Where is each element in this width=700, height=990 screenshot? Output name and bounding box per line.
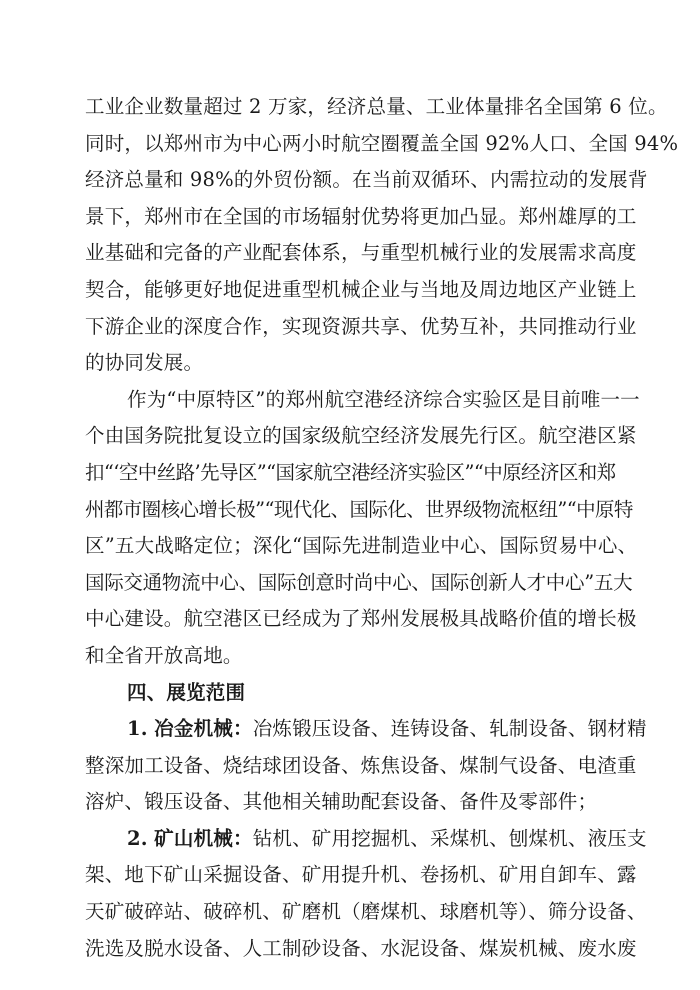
text-line: 同时，以郑州市为中心两小时航空圈覆盖全国 92%人口、全国 94% bbox=[85, 131, 679, 155]
text-line: 区”五大战略定位；深化“国际先进制造业中心、国际贸易中心、 bbox=[85, 534, 638, 558]
item-number: 1. bbox=[127, 717, 148, 741]
section-heading: 四、展览范围 bbox=[127, 680, 246, 704]
text-line: 天矿破碎站、破碎机、矿磨机（磨煤机、球磨机等）、筛分设备、 bbox=[85, 900, 647, 924]
text-line: 契合，能够更好地促进重型机械企业与当地及周边地区产业链上 bbox=[85, 277, 637, 301]
text-line: 作为“中原特区”的郑州航空港经济综合实验区是目前唯一一 bbox=[127, 387, 640, 411]
exhibit-item-metallurgy bbox=[85, 711, 647, 821]
text-line: 国际交通物流中心、国际创意时尚中心、国际创新人才中心”五大 bbox=[85, 570, 633, 594]
item-title: 冶金机械： bbox=[154, 717, 253, 741]
text-line bbox=[85, 711, 647, 748]
text-line: 扣“‘空中丝路’先导区”“国家航空港经济实验区”“中原经济区和郑 bbox=[85, 460, 616, 484]
text-line: 工业企业数量超过 2 万家，经济总量、工业体量排名全国第 6 位。 bbox=[85, 95, 668, 118]
paragraph-airport-zone bbox=[85, 382, 640, 675]
exhibit-item-mining bbox=[85, 821, 647, 967]
text-line: 洗选及脱水设备、人工制砂设备、水泥设备、煤炭机械、废水废 bbox=[85, 936, 637, 960]
document-page bbox=[85, 89, 679, 967]
item-number: 2. bbox=[127, 826, 148, 850]
text-line: 的协同发展。 bbox=[85, 351, 204, 375]
text-line: 整深加工设备、烧结球团设备、炼焦设备、煤制气设备、电渣重 bbox=[85, 753, 637, 777]
item-title: 矿山机械： bbox=[154, 826, 253, 850]
text-line: 个由国务院批复设立的国家级航空经济发展先行区。航空港区紧 bbox=[85, 424, 637, 448]
item-text: 冶炼锻压设备、连铸设备、轧制设备、钢材精 bbox=[252, 717, 647, 741]
text-line: 业基础和完备的产业配套体系，与重型机械行业的发展需求高度 bbox=[85, 241, 637, 265]
text-line: 溶炉、锻压设备、其他相关辅助配套设备、备件及零部件； bbox=[85, 790, 598, 814]
text-line bbox=[85, 821, 647, 858]
text-line: 和全省开放高地。 bbox=[85, 643, 243, 667]
text-line: 中心建设。航空港区已经成为了郑州发展极具战略价值的增长极 bbox=[85, 607, 637, 631]
item-text: 钻机、矿用挖掘机、采煤机、刨煤机、液压支 bbox=[252, 826, 647, 850]
text-line: 经济总量和 98%的外贸份额。在当前双循环、内需拉动的发展背 bbox=[85, 168, 648, 192]
text-line: 架、地下矿山采掘设备、矿用提升机、卷扬机、矿用自卸车、露 bbox=[85, 863, 637, 887]
text-line: 景下，郑州市在全国的市场辐射优势将更加凸显。郑州雄厚的工 bbox=[85, 204, 637, 228]
text-line: 下游企业的深度合作，实现资源共享、优势互补，共同推动行业 bbox=[85, 314, 637, 338]
text-line: 州都市圈核心增长极”“现代化、国际化、世界级物流枢纽”“中原特 bbox=[85, 497, 633, 521]
paragraph-economy bbox=[85, 89, 679, 382]
